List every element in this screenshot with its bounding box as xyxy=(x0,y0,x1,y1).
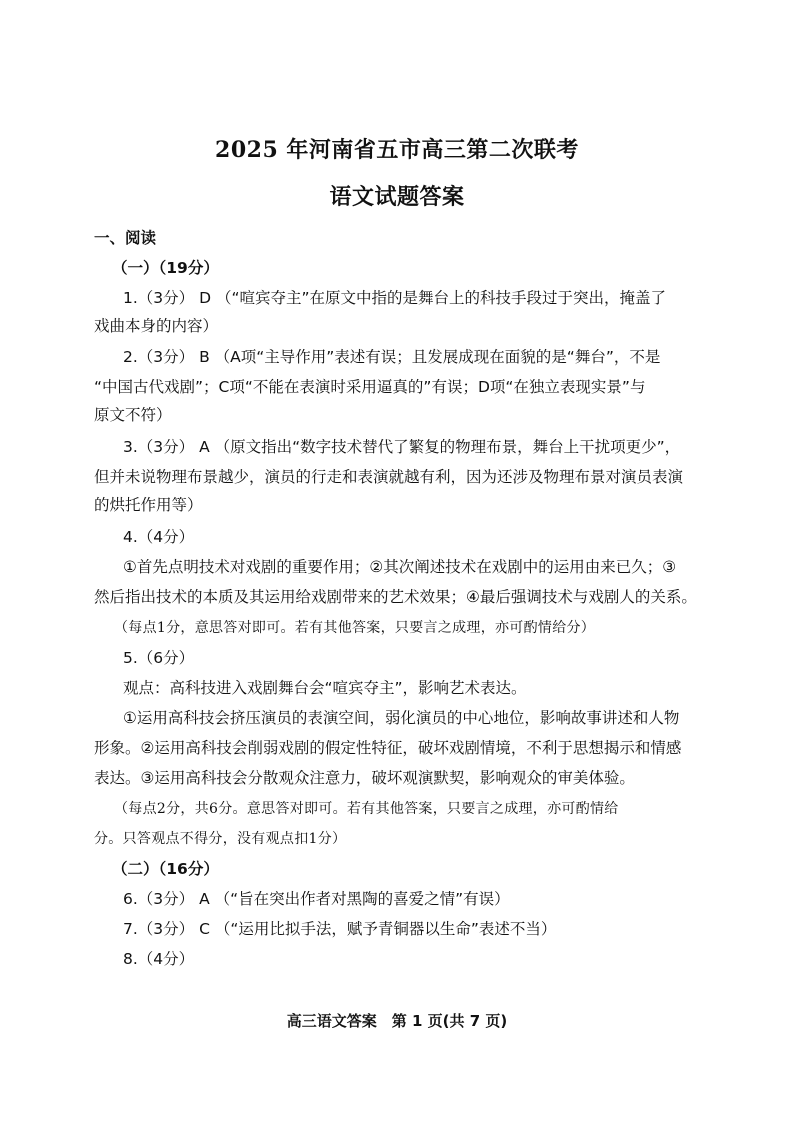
part2-heading: （二）（16分） xyxy=(112,860,219,878)
q4-note: （每点1分，意思答对即可。若有其他答案，只要言之成理，亦可酌情给分） xyxy=(114,620,596,636)
q3-line2: 但并未说物理布景越少，演员的行走和表演就越有利，因为还涉及物理布景对演员表演 xyxy=(94,468,684,486)
q4-heading: 4.（4分） xyxy=(123,528,195,546)
page-footer: 高三语文答案 第 1 页(共 7 页) xyxy=(286,1012,508,1030)
q4-line1: ①首先点明技术对戏剧的重要作用；②其次阐述技术在戏剧中的运用由来已久；③ xyxy=(123,558,677,576)
q5-line2: 形象。②运用高科技会削弱戏剧的假定性特征，破坏戏剧情境，不利于思想揭示和情感 xyxy=(94,739,682,757)
q5-line3: 表达。③运用高科技会分散观众注意力，破坏观演默契，影响观众的审美体验。 xyxy=(94,769,635,787)
q3-line1: 3.（3分） A （原文指出“数字技术替代了繁复的物理布景，舞台上干扰项更少”， xyxy=(123,438,681,456)
q2-line3: 原文不符） xyxy=(94,406,172,424)
q7-line: 7.（3分） C （“运用比拟手法，赋予青铜器以生命”表述不当） xyxy=(123,920,557,938)
q2-line1: 2.（3分） B （A项“主导作用”表述有误；且发展成现在面貌的是“舞台”，不是 xyxy=(123,348,661,366)
q5-note-line1: （每点2分，共6分。意思答对即可。若有其他答案，只要言之成理，亦可酌情给 xyxy=(114,801,619,817)
q5-note-line2: 分。只答观点不得分，没有观点扣1分） xyxy=(94,831,347,847)
q3-line3: 的烘托作用等） xyxy=(94,496,203,514)
q6-line: 6.（3分） A （“旨在突出作者对黑陶的喜爱之情”有误） xyxy=(123,890,510,908)
q5-heading: 5.（6分） xyxy=(123,649,195,667)
q5-viewpoint: 观点：高科技进入戏剧舞台会“喧宾夺主”，影响艺术表达。 xyxy=(123,679,527,697)
q5-line1: ①运用高科技会挤压演员的表演空间，弱化演员的中心地位，影响故事讲述和人物 xyxy=(123,709,680,727)
q1-line2: 戏曲本身的内容） xyxy=(94,317,219,335)
q4-line2: 然后指出技术的本质及其运用给戏剧带来的艺术效果；④最后强调技术与戏剧人的关系。 xyxy=(94,588,697,606)
section-heading: 一、阅读 xyxy=(94,229,157,247)
page-subtitle: 语文试题答案 xyxy=(329,184,465,210)
part1-heading: （一）（19分） xyxy=(112,259,219,277)
q1-line1: 1.（3分） D （“喧宾夺主”在原文中指的是舞台上的科技手段过于突出，掩盖了 xyxy=(123,289,667,307)
page-title: 2025 年河南省五市高三第二次联考 xyxy=(215,137,579,163)
q8-heading: 8.（4分） xyxy=(123,950,195,968)
q2-line2: “中国古代戏剧”；C项“不能在表演时采用逼真的”有误；D项“在独立表现实景”与 xyxy=(94,378,646,396)
